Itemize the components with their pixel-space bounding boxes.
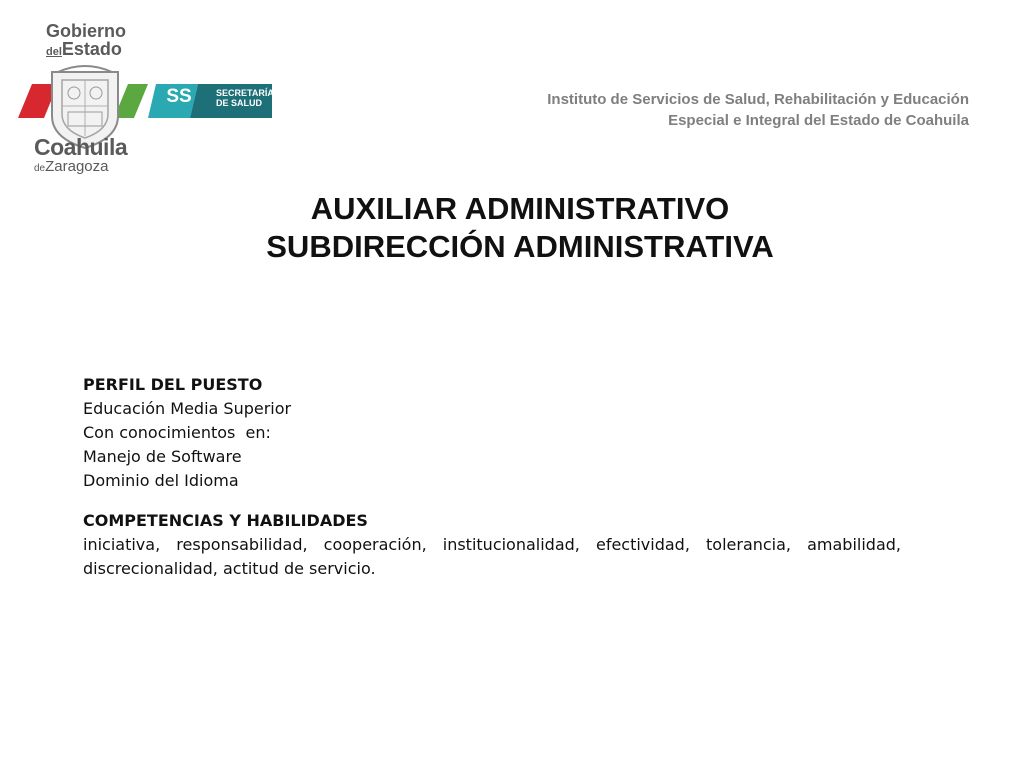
competencies-heading: COMPETENCIAS Y HABILIDADES (83, 511, 368, 530)
job-title: AUXILIAR ADMINISTRATIVO (310, 191, 730, 226)
profile-item: Dominio del Idioma (83, 471, 239, 490)
dept-line2: DE SALUD (216, 98, 263, 108)
institute-line2: Especial e Integral del Estado de Coahuila (668, 112, 969, 129)
profile-item: Manejo de Software (83, 447, 242, 466)
logo-de-text: de (34, 163, 46, 174)
government-logo (18, 20, 278, 180)
logo-estado-main-text: Estado (61, 39, 122, 59)
profile-item: Educación Media Superior (83, 399, 292, 418)
logo-zaragoza-main-text: Zaragoza (45, 158, 109, 175)
logo-del-text: del (46, 46, 62, 58)
dept-line1: SECRETARÍA (216, 88, 274, 98)
institute-name (547, 89, 969, 131)
profile-item: Con conocimientos en: (83, 423, 271, 442)
competencies-text: iniciativa, responsabilidad, cooperación, institucionalidad, efectividad, tolerancia, amabilidad, discrecionalidad, actitud de servicio. (83, 535, 901, 578)
secretaria-de-salud-label (216, 88, 274, 108)
section-spacer (83, 493, 901, 509)
logo-zaragoza-text (34, 159, 127, 177)
profile-heading: PERFIL DEL PUESTO (83, 375, 263, 394)
job-description (83, 373, 901, 581)
institute-line1: Instituto de Servicios de Salud, Rehabilitación y Educación (547, 91, 969, 108)
logo-gobierno-text: Gobierno (46, 21, 126, 41)
page-title (0, 190, 1024, 266)
logo-coahuila-text: Coahuila (34, 134, 128, 160)
logo-title-bottom (34, 135, 127, 177)
department-title: SUBDIRECCIÓN ADMINISTRATIVA (266, 229, 774, 264)
ss-badge: SS (166, 86, 192, 107)
